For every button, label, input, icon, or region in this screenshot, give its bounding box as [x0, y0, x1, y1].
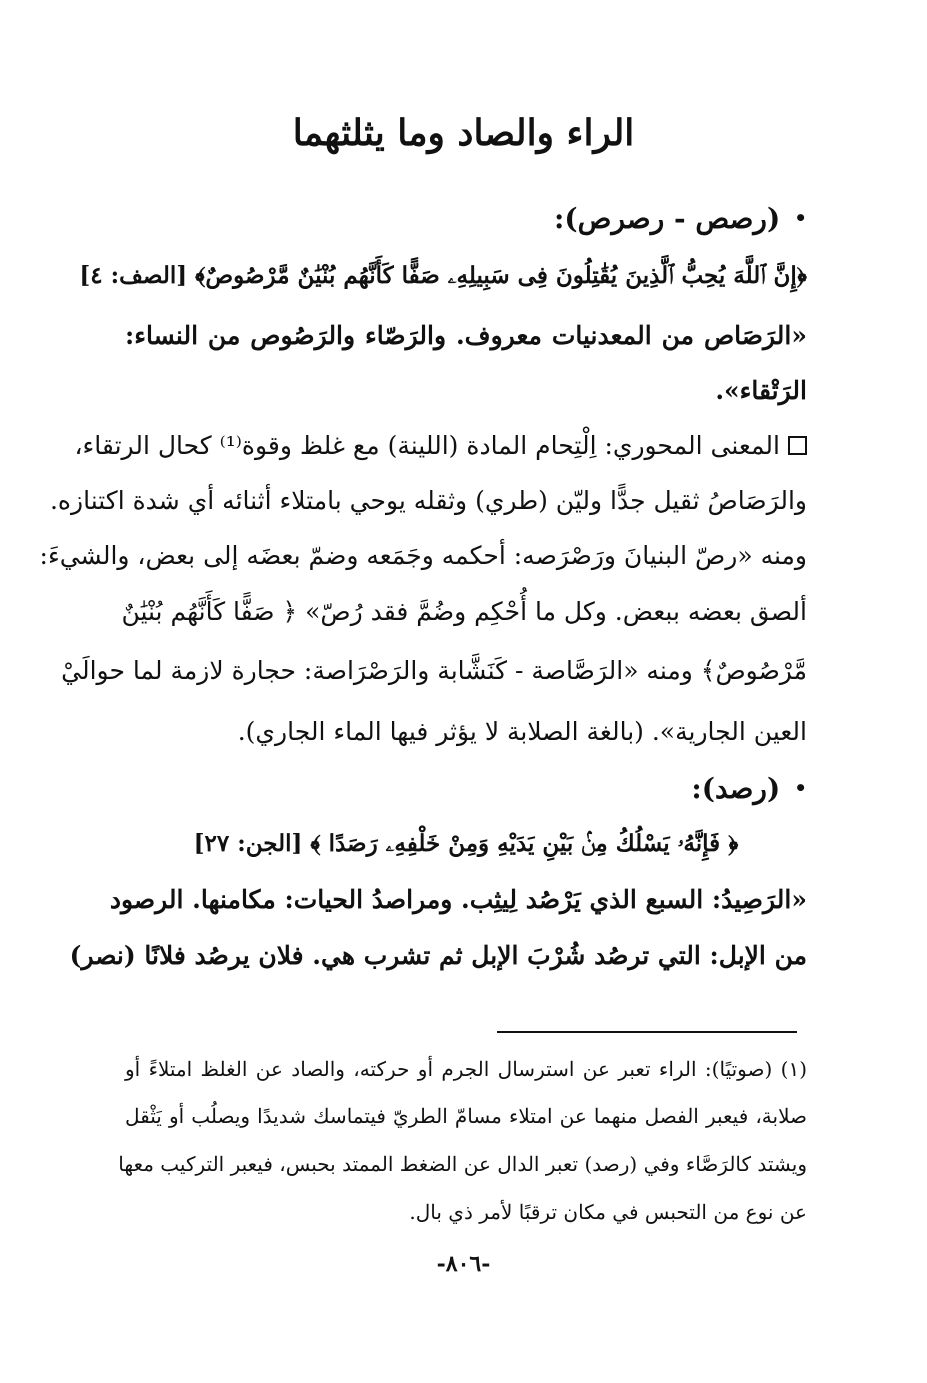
- quran-verse: ﴿ فَإِنَّهُۥ يَسْلُكُ مِنۢ بَيْنِ يَدَيْهِ وَمِنْ خَلْفِهِۦ رَصَدًا ﴾ [الجن: ٢٧]: [193, 830, 739, 857]
- footnote-separator: [497, 1031, 797, 1033]
- entry-heading-text: (رصد):: [691, 772, 781, 805]
- bullet-icon: •: [794, 206, 807, 230]
- square-bullet-icon: [788, 436, 807, 455]
- body-line: ومنه «رصّ البنيانَ ورَصْرَصه: أحكمه وجَمَعه وضمّ بعضَه إلى بعض، والشيءَ:: [39, 541, 807, 570]
- definition-line: «الرَصَاص من المعدنيات معروف. والرَصّاء والرَصُوص من النساء:: [125, 321, 807, 350]
- body-text: المعنى المحوري: اِلْتِحام المادة (اللينة) مع غلظ وقوة⁽¹⁾ كحال الرتقاء،: [74, 431, 780, 460]
- body-line: ألصق بعضه ببعض. وكل ما أُحْكِم وضُمَّ فقد رُصّ» ﴿ صَفًّا كَأَنَّهُم بُنْيَٰنٌ: [121, 597, 807, 626]
- definition-line: «الرَصِيدُ: السبع الذي يَرْصُد لِيثِب. ومراصدُ الحيات: مكامنها. الرصود: [109, 885, 807, 914]
- footnote-line: عن نوع من التحبس في مكان ترقبًا لأمر ذي بال.: [409, 1200, 807, 1224]
- page-number: -٨٠٦-: [436, 1251, 491, 1277]
- entry-heading-rsd: [125, 768, 807, 808]
- footnote-line: (١) (صوتيًا): الراء تعبر عن استرسال الجرم أو حركته، والصاد عن الغلظ امتلاءً أو: [125, 1057, 807, 1081]
- page-title: الراء والصاد وما يثلثهما: [292, 112, 635, 154]
- body-line: والرَصَاصُ ثقيل جدًّا وليّن (طري) وثقله يوحي بامتلاء أثنائه أي شدة اكتنازه.: [49, 486, 807, 515]
- footnote-line: ويشتد كالرَصَّاء وفي (رصد) تعبر الدال عن الضغط الممتد بحبس، فيعبر التركيب معها: [118, 1152, 807, 1176]
- body-line: [74, 426, 807, 466]
- definition-line: من الإبل: التي ترصُد شُرْبَ الإبل ثم تشرب هي. فلان يرصُد فلانًا (نصر): [69, 941, 807, 970]
- footnote-line: صلابة، فيعبر الفصل منهما عن امتلاء مسامّ الطريّ فيتماسك شديدًا ويصلُب أو يَثْقل: [125, 1104, 807, 1128]
- bullet-icon: •: [794, 776, 807, 800]
- quran-verse: ﴿إِنَّ ٱللَّهَ يُحِبُّ ٱلَّذِينَ يُقَٰتِلُونَ فِى سَبِيلِهِۦ صَفًّا كَأَنَّهُم بُنْيَٰنٌ مَّرْصُوصٌ﴾ [الصف: ٤]: [79, 262, 807, 289]
- body-line: مَّرْصُوصٌ﴾ ومنه «الرَصَّاصة - كَنَشَّابة والرَصْرَاصة: حجارة لازمة لما حوالَيْ: [61, 656, 807, 685]
- entry-heading-text: (رصص - رصرص):: [554, 202, 781, 235]
- entry-heading-rss: [125, 198, 807, 238]
- body-line: العين الجارية». (بالغة الصلابة لا يؤثر فيها الماء الجاري).: [237, 717, 807, 746]
- definition-line: الرَتْقاء».: [715, 376, 807, 405]
